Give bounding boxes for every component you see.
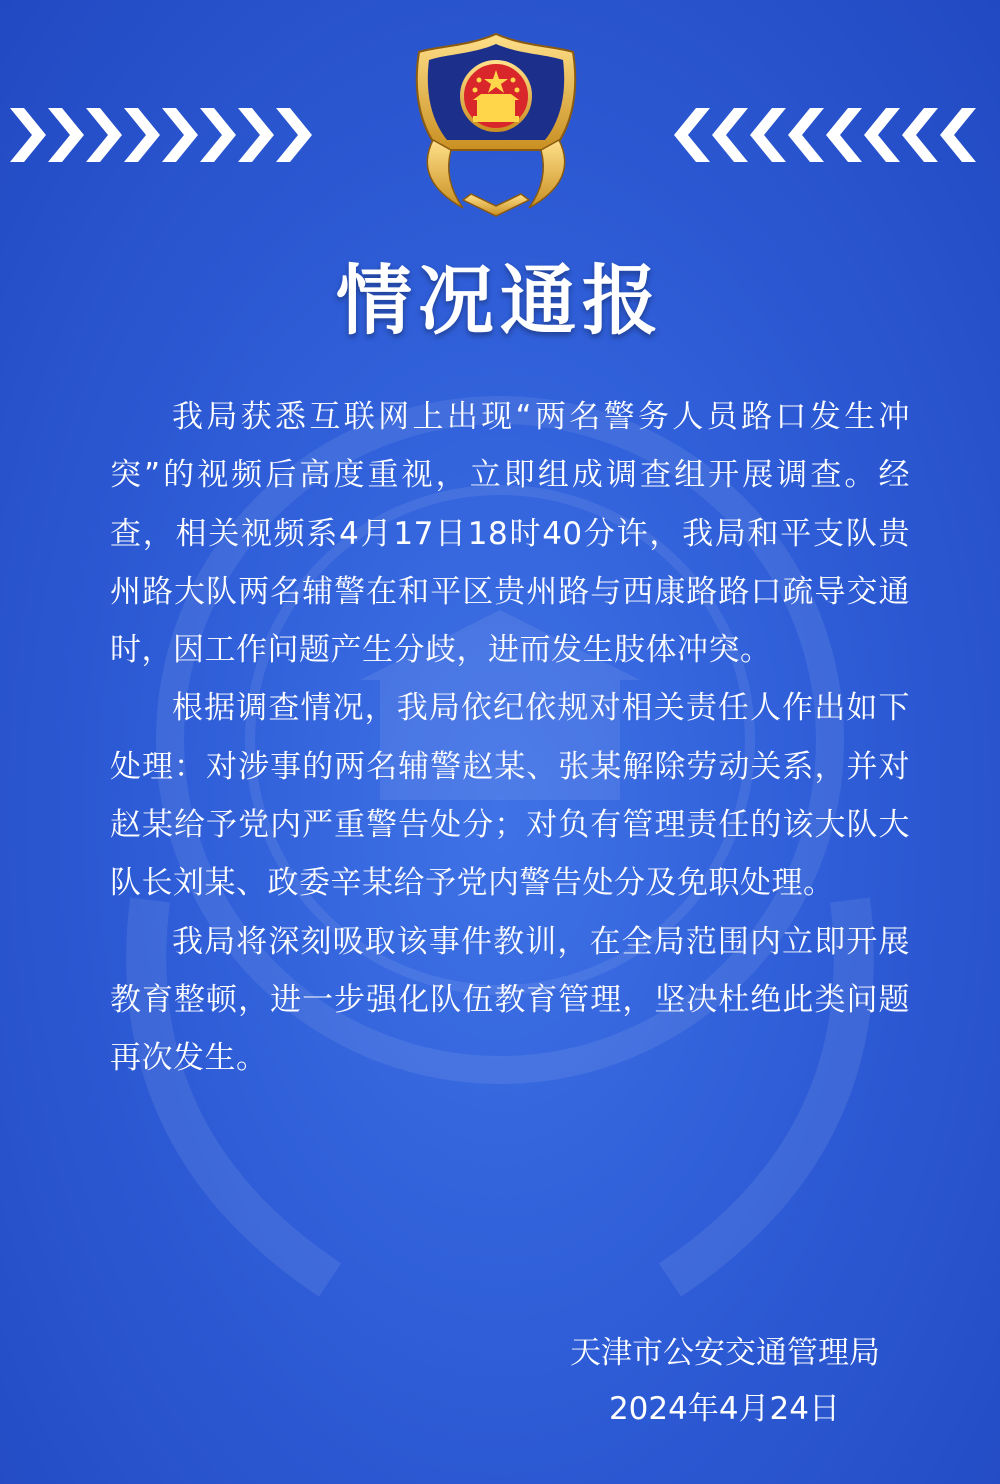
page-title: 情况通报 (336, 256, 664, 345)
signature-organization: 天津市公安交通管理局 (570, 1335, 880, 1371)
chevrons-left-icon (660, 100, 990, 170)
chevrons-right-icon (10, 100, 340, 170)
signature-date: 2024年4月24日 (608, 1391, 840, 1427)
notice-paragraph-2: 根据调查情况，我局依纪依规对相关责任人作出如下处理：对涉事的两名辅警赵某、张某解除劳动关系，并对赵某给予党内严重警告处分；对负有管理责任的该大队大队长刘某、政委辛某给予党内警告处分及免职处理。 (110, 690, 910, 902)
notice-paragraph-3: 我局将深刻吸取该事件教训，在全局范围内立即开展教育整顿，进一步强化队伍教育管理，坚决杜绝此类问题再次发生。 (110, 923, 910, 1077)
signature-block (570, 1325, 880, 1437)
notice-paragraph-1: 我局获悉互联网上出现“两名警务人员路口发生冲突”的视频后高度重视，立即组成调查组开展调查。经查，相关视频系4月17日18时40分许，我局和平支队贵州路大队两名辅警在和平区贵州路与西康路路口疏导交通时，因工作问题产生分歧，进而发生肢体冲突。 (110, 399, 910, 669)
notice-body (110, 388, 910, 1088)
police-emblem-icon (403, 30, 589, 220)
